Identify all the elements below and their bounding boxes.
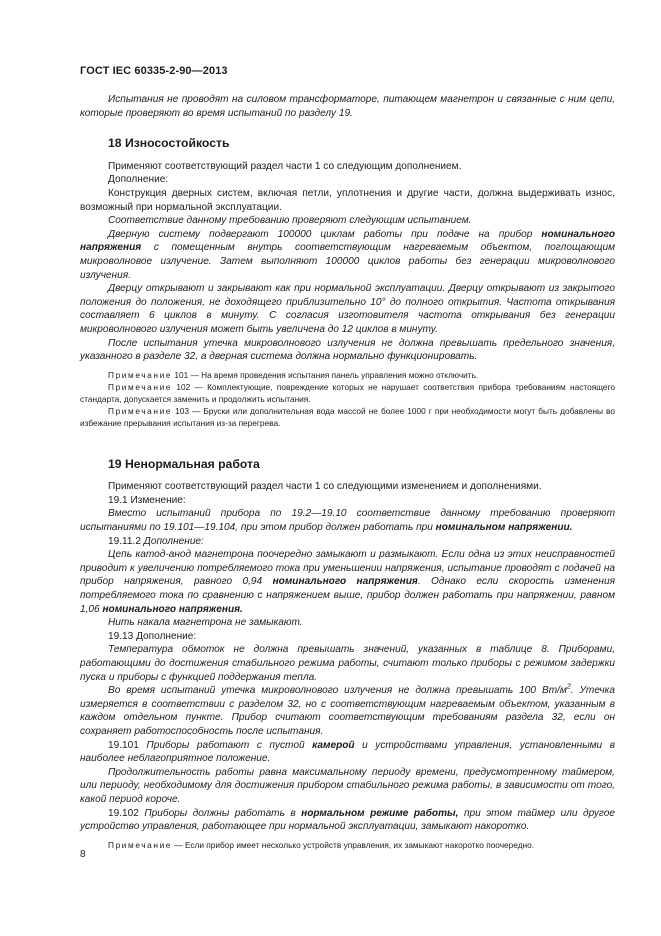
s18-paragraph-3: Конструкция дверных систем, включая петли, уплотнения и другие части, должна выдерживать износ, возможный при нормальной эксплуатации. — [80, 187, 615, 213]
page-number: 8 — [80, 849, 86, 860]
s18-paragraph-7: После испытания утечка микроволнового излучения не должна превышать предельного значения, указанного в разделе 32, а дверная система должна нормально функционировать. — [80, 337, 615, 363]
page-content — [80, 93, 615, 851]
s19-paragraph-6: Нить накала магнетрона не замыкают. — [108, 617, 303, 629]
s19-paragraph-8: Температура обмоток не должна превышать значений, указанных в таблице 8. Приборами, работающими до достижения стабильного режима работы, считают только приборы с режимом задержки пуска и приборы с функцией поддержания тепла. — [80, 644, 615, 683]
s19-paragraph-5: Цепь катод-анод магнетрона поочередно замыкают и размыкают. Если одна из этих неисправностей приводит к увеличению потребляемого тока при уменьшении напряжения, испытание проводят с подачей на прибор напряжения, равного 0,94 номинального напряжения. Однако если скорость изменения потребляемого тока по сравнению с напряжением выше, прибор должен работать при напряжении, равном 1,06 номинального напряжения. — [80, 549, 615, 615]
s18-paragraph-6: Дверцу открывают и закрывают как при нормальной эксплуатации. Дверцу открывают из закрытого положения до положения, не доходящего приблизительно 10° до полного открытия. Частота открывания составляет 6 циклов в минуту. С согласия изготовителя частота открывания без генерации микроволнового излучения может быть увеличена до 12 циклов в минуту. — [80, 283, 615, 335]
section-18-heading: 18 Износостойкость — [108, 136, 230, 151]
intro-paragraph: Испытания не проводят на силовом трансформаторе, питающем магнетрон и связанные с ним цепи, которые проверяют во время испытаний по разделу 19. — [80, 94, 615, 119]
s19-paragraph-10: 19.101 Приборы работают с пустой камерой и устройствами управления, установленными в наиболее неблагоприятное положение. — [80, 739, 615, 765]
s19-paragraph-9: Во время испытаний утечка микроволнового излучения не должна превышать 100 $Вт/м^2$. Утечка измеряется в соответствии с разделом 32, но с соответствующим нагреваемым объектом, указанным в каждом отдельном пункте. Прибор считают соответствующим требованиям раздела 32, если он сохраняет работоспособность после испытания. — [80, 683, 615, 737]
s19-paragraph-3: Вместо испытаний прибора по 19.2—19.10 соответствие данному требованию проверяют испытаниями по 19.101—19.104, при этом прибор должен работать при номинальном напряжении. — [80, 508, 615, 534]
document-header: ГОСТ IEC 60335-2-90—2013 — [80, 65, 228, 77]
s18-paragraph-4: Соответствие данному требованию проверяют следующим испытанием. — [108, 215, 472, 227]
s18-note-103: Примечание 103 — Бруски или дополнительная вода массой не более 1000 г при необходимости могут быть добавлены во избежание прерывания испытания из-за перегрева. — [80, 405, 615, 428]
s18-paragraph-1: Применяют соответствующий раздел части 1 со следующим дополнением. — [108, 160, 462, 172]
s18-note-101: Примечание 101 — На время проведения испытания панель управления можно отключить. — [108, 369, 479, 380]
s19-paragraph-1: Применяют соответствующий раздел части 1 со следующими изменением и дополнениями. — [108, 481, 542, 493]
s19-paragraph-2: 19.1 Изменение: — [108, 494, 186, 506]
section-19-heading: 19 Ненормальная работа — [108, 456, 260, 471]
s19-paragraph-11: Продолжительность работы равна максимальному периоду времени, предусмотренному таймером, или периоду, необходимому для достижения прибором стабильного режима работы, в зависимости от того, какой период короче. — [80, 766, 615, 805]
s19-note: Примечание — Если прибор имеет несколько устройств управления, их замыкают накоротко поочередно. — [108, 839, 535, 850]
s19-paragraph-4: 19.11.2 Дополнение: — [108, 535, 204, 547]
s18-paragraph-5: Дверную систему подвергают 100000 циклам работы при подаче на прибор номинального напряжения с помещенным внутрь соответствующим нагреваемым объектом, поглощающим микроволновое излучение. Затем выполняют 100000 циклов работы без генерации микроволнового излучения. — [80, 228, 615, 281]
s18-paragraph-2: Дополнение: — [108, 174, 169, 186]
s18-note-102: Примечание 102 — Комплектующие, повреждение которых не нарушает соответствия прибора требованиям настоящего стандарта, допускается заменить и продолжить испытания. — [80, 381, 615, 404]
s19-paragraph-7: 19.13 Дополнение: — [108, 630, 197, 642]
s19-paragraph-12: 19.102 Приборы должны работать в нормальном режиме работы, при этом таймер или другое устройство управления, работающее при нормальной эксплуатации, замыкают накоротко. — [80, 807, 615, 833]
